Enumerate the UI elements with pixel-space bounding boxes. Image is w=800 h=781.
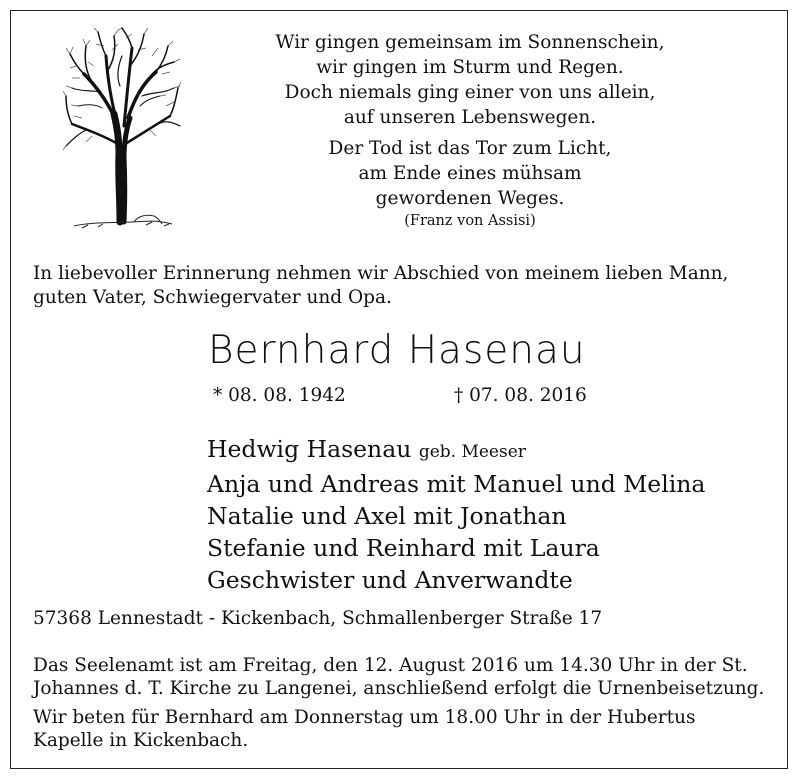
intro-line: guten Vater, Schwiegervater und Opa.	[33, 287, 392, 308]
poem-line: am Ende eines mühsam	[358, 163, 582, 184]
poem-line: auf unseren Lebenswegen.	[343, 107, 597, 128]
family-line: Stefanie und Reinhard mit Laura	[207, 534, 600, 562]
notice-line: Kapelle in Kickenbach.	[33, 730, 249, 751]
poem-line: Der Tod ist das Tor zum Licht,	[328, 138, 612, 159]
notice-line: Johannes d. T. Kirche zu Langenei, anschließend erfolgt die Urnenbeisetzung.	[33, 678, 765, 699]
address: 57368 Lennestadt - Kickenbach, Schmallenberger Straße 17	[33, 608, 603, 629]
birth-date: * 08. 08. 1942	[213, 385, 346, 406]
notice-line: Das Seelenamt ist am Freitag, den 12. August 2016 um 14.30 Uhr in der St.	[33, 655, 748, 676]
poem-line: gewordenen Weges.	[375, 188, 565, 209]
poem-line: Wir gingen gemeinsam im Sonnenschein,	[275, 32, 665, 53]
poem-line: wir gingen im Sturm und Regen.	[316, 57, 624, 78]
notice-line: Wir beten für Bernhard am Donnerstag um 18.00 Uhr in der Hubertus	[33, 707, 696, 728]
family-first-name: Hedwig Hasenau	[207, 435, 412, 463]
poem-line: Doch niemals ging einer von uns allein,	[284, 82, 656, 103]
intro-text	[33, 262, 773, 310]
family-line: Anja und Andreas mit Manuel und Melina	[207, 470, 706, 498]
death-date: † 07. 08. 2016	[454, 385, 587, 406]
family-line	[207, 433, 705, 468]
family-line: Natalie und Axel mit Jonathan	[207, 502, 567, 530]
family-list	[207, 433, 705, 596]
deceased-name: Bernhard Hasenau	[208, 328, 586, 373]
maiden-name-note: geb. Meeser	[418, 442, 526, 462]
poem-author: (Franz von Assisi)	[404, 213, 536, 229]
intro-line: In liebevoller Erinnerung nehmen wir Abschied von meinem lieben Mann,	[33, 263, 729, 284]
poem	[230, 30, 710, 231]
service-notice	[33, 654, 783, 752]
tree-illustration	[62, 26, 182, 232]
family-line: Geschwister und Anverwandte	[207, 566, 573, 594]
